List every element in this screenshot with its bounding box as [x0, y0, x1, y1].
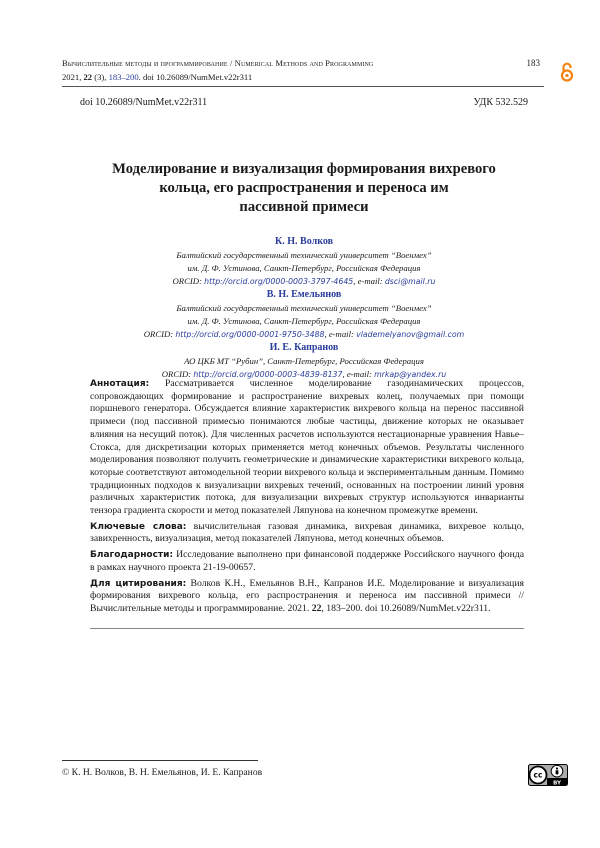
author-name: И. Е. Капранов [269, 342, 339, 353]
orcid-link[interactable]: http://orcid.org/0000-0001-9750-3488 [175, 330, 325, 339]
author-name: В. Н. Емельянов [266, 289, 342, 300]
author-name: К. Н. Волков [275, 236, 333, 247]
email-link[interactable]: vlademelyanov@gmail.com [356, 330, 465, 339]
orcid-link[interactable]: http://orcid.org/0000-0003-3797-4645 [204, 277, 354, 286]
by-label: BY [553, 780, 561, 786]
author-3 [80, 341, 528, 381]
doi-row [80, 97, 528, 108]
orcid-link[interactable]: http://orcid.org/0000-0003-4839-8137 [193, 370, 343, 379]
pages-link[interactable]: 183–200 [108, 72, 139, 82]
author-2 [80, 288, 528, 341]
citation-line: 2021, 22 (3), 183–200. doi 10.26089/NumMet.v22r311 [62, 72, 253, 82]
acknowledgements-text: Исследование выполнено при финансовой поддержке Российского научного фонда в рамках научного проекта 21-19-00657. [90, 549, 524, 573]
author-1 [80, 235, 528, 288]
citation-label: Для цитирования: [90, 578, 187, 589]
citation: Для цитирования: Волков К.Н., Емельянов В.Н., Капранов И.Е. Моделирование и визуализация формирования вихревого кольца, его распространения и переноса им пассивной примеси // Вычислительные методы и программирование. 2021. 22, 183–200. doi 10.26089/NumMet.v22r311. [90, 577, 524, 614]
author-affiliation: Балтийский государственный технический университет “Военмех” [176, 250, 432, 260]
citation-volume: 22 [311, 602, 322, 614]
author-affiliation: Балтийский государственный технический университет “Военмех” [176, 303, 432, 313]
keywords-label: Ключевые слова: [90, 521, 187, 532]
author-contacts: ORCID: http://orcid.org/0000-0003-4839-8137, e-mail: mrkap@yandex.ru [161, 369, 447, 379]
cc-by-license-icon[interactable] [528, 764, 568, 786]
journal-name: Вычислительные методы и программирование / Numerical Methods and Programming [62, 58, 374, 68]
author-list [80, 235, 528, 381]
front-matter [90, 378, 524, 619]
abstract [90, 378, 524, 518]
page-number: 183 [526, 58, 540, 68]
keywords-text: вычислительная газовая динамика, вихревая динамика, вихревое кольцо, завихренность, визуализация, метод показателей Ляпунова, метод конечных объемов. [90, 520, 524, 545]
acknowledgements [90, 549, 524, 574]
udk: УДК 532.529 [473, 97, 528, 108]
author-affiliation: АО ЦКБ МТ “Рубин”, Санкт-Петербург, Российская Федерация [184, 356, 424, 366]
doi: doi 10.26089/NumMet.v22r311 [80, 97, 208, 108]
acknowledgements-label: Благодарности: [90, 550, 174, 561]
header-rule [62, 86, 544, 87]
paper-title: Моделирование и визуализация формирования вихревого кольца, его распространения и переноса им пассивной примеси [112, 161, 496, 215]
author-contacts: ORCID: http://orcid.org/0000-0001-9750-3488, e-mail: vlademelyanov@gmail.com [143, 329, 465, 339]
copyright-notice: © К. Н. Волков, В. Н. Емельянов, И. Е. Капранов [62, 767, 263, 778]
email-link[interactable]: mrkap@yandex.ru [374, 370, 447, 379]
cc-label: cc [533, 770, 543, 780]
open-access-lock-icon[interactable] [560, 62, 574, 82]
author-contacts: ORCID: http://orcid.org/0000-0003-3797-4645, e-mail: dsci@mail.ru [172, 276, 436, 286]
footnote-rule [62, 760, 258, 761]
keywords [90, 521, 524, 546]
email-link[interactable]: dsci@mail.ru [384, 277, 436, 286]
author-affiliation: им. Д. Ф. Устинова, Санкт-Петербург, Российская Федерация [187, 316, 421, 326]
abstract-text: Рассматривается численное моделирование газодинамических процессов, сопровождающих формирование и распространение вихревых колец, получаемых при помощи поршневого генератора. Обсуждается влияние характеристик вихревого кольца на перенос пассивной примеси (под пассивной примесью понимаются любые частицы, движение которых не оказывает влияния на несущий поток). Для численных расчетов используются нестационарные уравнения Навье–Стокса, для дискретизации которых применяется метод конечных объемов. Результаты численного моделирования позволяют получить геометрические и динамические характеристики вихревого кольца, которые соответствуют автомодельной теории вихревого кольца и экспериментальным данным. Помимо традиционных подходов к визуализации вихревых течений, основанных на построении линий уровня различных характеристик потока, для визуализации вихревых структур используются инварианты тензора градиента скорости и метод показателей Ляпунова на конечном промежутке времени. [90, 378, 524, 517]
section-separator [90, 628, 524, 629]
running-header [62, 56, 540, 84]
volume-number: 22 [83, 72, 93, 82]
abstract-label: Аннотация: [90, 379, 150, 389]
author-affiliation: им. Д. Ф. Устинова, Санкт-Петербург, Российская Федерация [187, 263, 421, 273]
